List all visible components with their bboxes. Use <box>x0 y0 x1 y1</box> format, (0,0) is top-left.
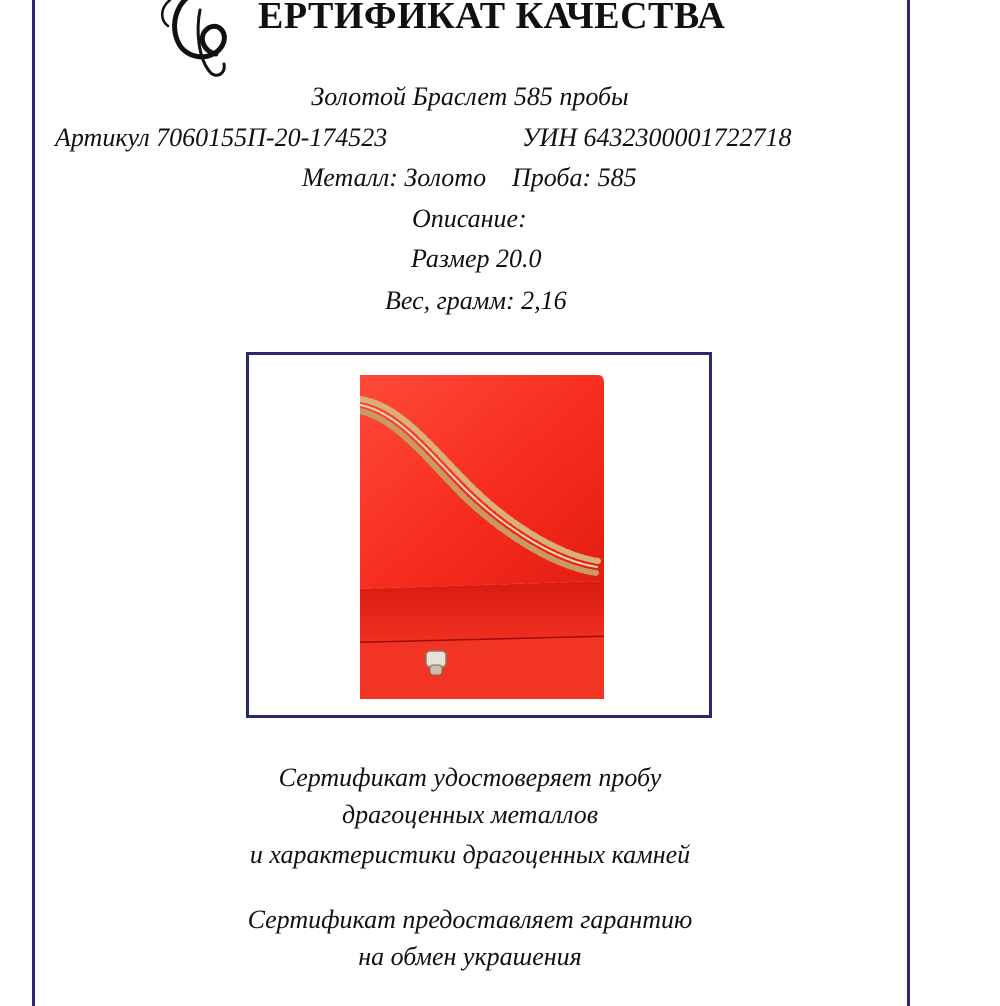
certificate-title: ЕРТИФИКАТ КАЧЕСТВА <box>258 0 726 37</box>
metal-field: Металл: Золото <box>302 163 487 192</box>
statement-line-2: драгоценных металлов <box>341 800 599 829</box>
guarantee-line-2: на обмен украшения <box>358 942 582 971</box>
product-photo-frame <box>246 352 712 718</box>
statement-line-1: Сертификат удостоверяет пробу <box>278 763 662 792</box>
guarantee-line-1: Сертификат предоставляет гарантию <box>247 905 693 934</box>
product-photo <box>360 375 604 699</box>
size-field: Размер 20.0 <box>411 244 542 273</box>
uin-number: УИН 6432300001722718 <box>522 123 792 152</box>
description-label: Описание: <box>412 204 527 233</box>
statement-line-3: и характеристики драгоценных камней <box>249 840 691 869</box>
hallmark-field: Проба: 585 <box>512 163 637 192</box>
certificate-logo-icon <box>150 0 260 80</box>
product-name: Золотой Браслет 585 пробы <box>311 82 629 111</box>
weight-field: Вес, грамм: 2,16 <box>385 286 567 315</box>
article-number: Артикул 7060155П-20-174523 <box>55 123 388 152</box>
